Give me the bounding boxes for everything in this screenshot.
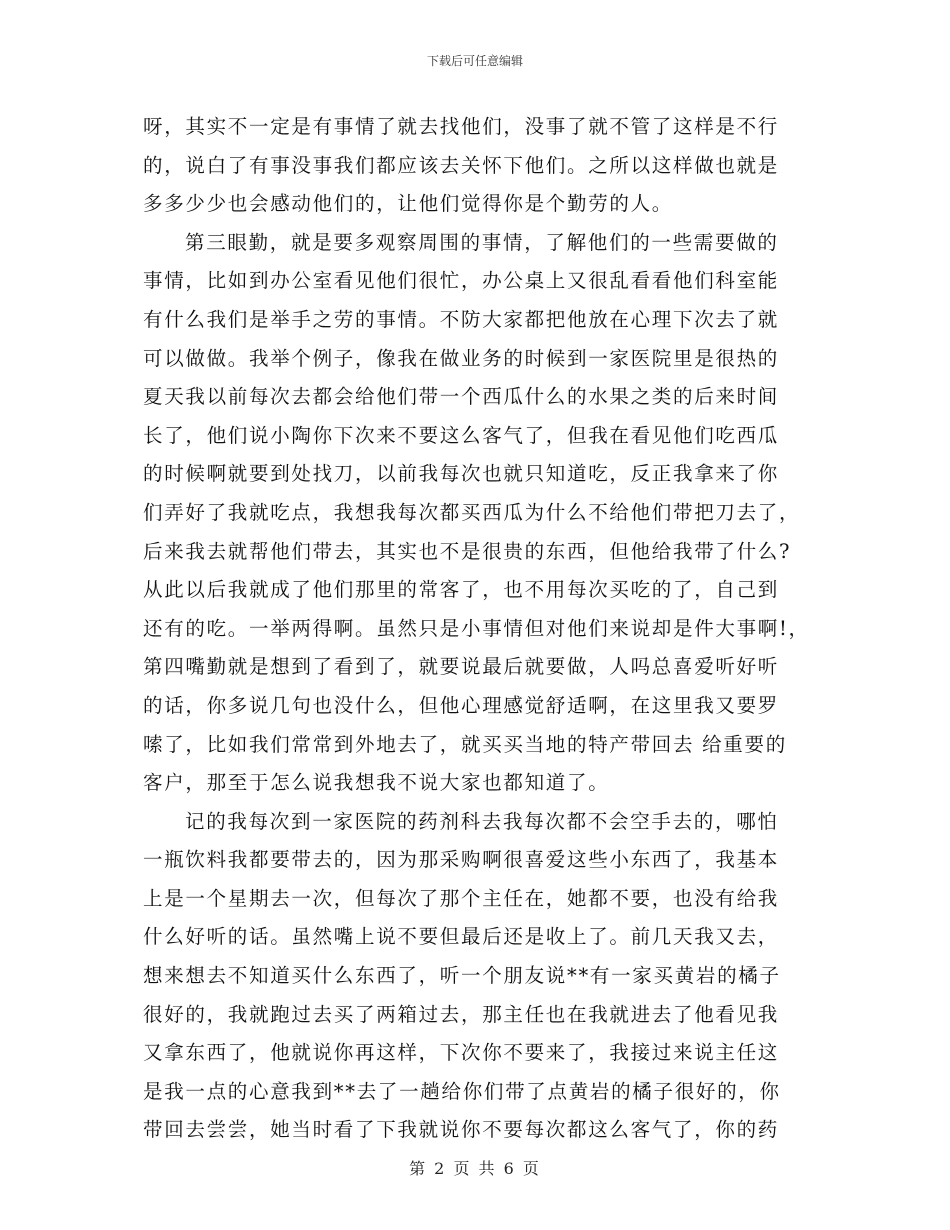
text-line: 的话，你多说几句也没什么，但他心理感觉舒适啊，在这里我又要罗 — [143, 693, 780, 717]
body-text — [143, 108, 823, 1150]
text-line: 想来想去不知道买什么东西了，听一个朋友说**有一家买黄岩的橘子 — [143, 964, 781, 988]
text-line: 呀，其实不一定是有事情了就去找他们，没事了就不管了这样是不行 — [143, 115, 780, 138]
text-line: 上是一个星期去一次，但每次了那个主任在，她都不要，也没有给我 — [143, 886, 780, 910]
text-line: 们弄好了我就吃点，我想我每次都买西瓜为什么不给他们带把刀去了， — [143, 500, 801, 524]
text-line: 的，说白了有事没事我们都应该去关怀下他们。之所以这样做也就是 — [143, 153, 780, 177]
paragraph-start-line: 记的我每次到一家医院的药剂科去我每次都不会空手去的，哪怕 — [185, 809, 779, 833]
text-line: 多多少少也会感动他们的，让他们觉得你是个勤劳的人。 — [143, 192, 674, 216]
text-line: 还有的吃。一举两得啊。虽然只是小事情但对他们来说却是件大事啊!， — [143, 616, 810, 640]
text-line: 什么好听的话。虽然嘴上说不要但最后还是收上了。前几天我又去， — [143, 925, 780, 949]
text-line: 带回去尝尝，她当时看了下我就说你不要每次都这么客气了，你的药 — [143, 1118, 780, 1142]
text-line: 嗦了，比如我们常常到外地去了，就买买当地的特产带回去 给重要的 — [143, 732, 787, 756]
text-line: 客户，那至于怎么说我想我不说大家也都知道了。 — [143, 771, 610, 795]
text-line: 是我一点的心意我到**去了一趟给你们带了点黄岩的橘子很好的，你 — [143, 1079, 781, 1103]
text-line: 从此以后我就成了他们那里的常客了，也不用每次买吃的了，自己到 — [143, 578, 780, 602]
text-line: 有什么我们是举手之劳的事情。不防大家都把他放在心理下次去了就 — [143, 307, 780, 331]
text-line: 可以做做。我举个例子，像我在做业务的时候到一家医院里是很热的 — [143, 346, 780, 370]
text-line: 长了，他们说小陶你下次来不要这么客气了，但我在看见他们吃西瓜 — [143, 423, 780, 447]
text-line: 事情，比如到办公室看见他们很忙，办公桌上又很乱看看他们科室能 — [143, 269, 780, 293]
text-line: 第四嘴勤就是想到了看到了，就要说最后就要做，人吗总喜爱听好听 — [143, 655, 780, 679]
text-line: 后来我去就帮他们带去，其实也不是很贵的东西，但他给我带了什么? — [143, 539, 792, 563]
text-line: 夏天我以前每次去都会给他们带一个西瓜什么的水果之类的后来时间 — [143, 385, 780, 409]
text-line: 又拿东西了，他就说你再这样，下次你不要来了，我接过来说主任这 — [143, 1041, 780, 1065]
page-header: 下载后可任意编辑 — [426, 54, 523, 68]
paragraph-start-line: 第三眼勤，就是要多观察周围的事情，了解他们的一些需要做的 — [185, 230, 779, 254]
page-number-footer: 第 2 页 共 6 页 — [409, 1159, 541, 1178]
text-line: 的时候啊就要到处找刀，以前我每次也就只知道吃，反正我拿来了你 — [143, 462, 780, 486]
text-line: 很好的，我就跑过去买了两箱过去，那主任也在我就进去了他看见我 — [143, 1002, 780, 1026]
text-line: 一瓶饮料我都要带去的，因为那采购啊很喜爱这些小东西了，我基本 — [143, 848, 780, 872]
